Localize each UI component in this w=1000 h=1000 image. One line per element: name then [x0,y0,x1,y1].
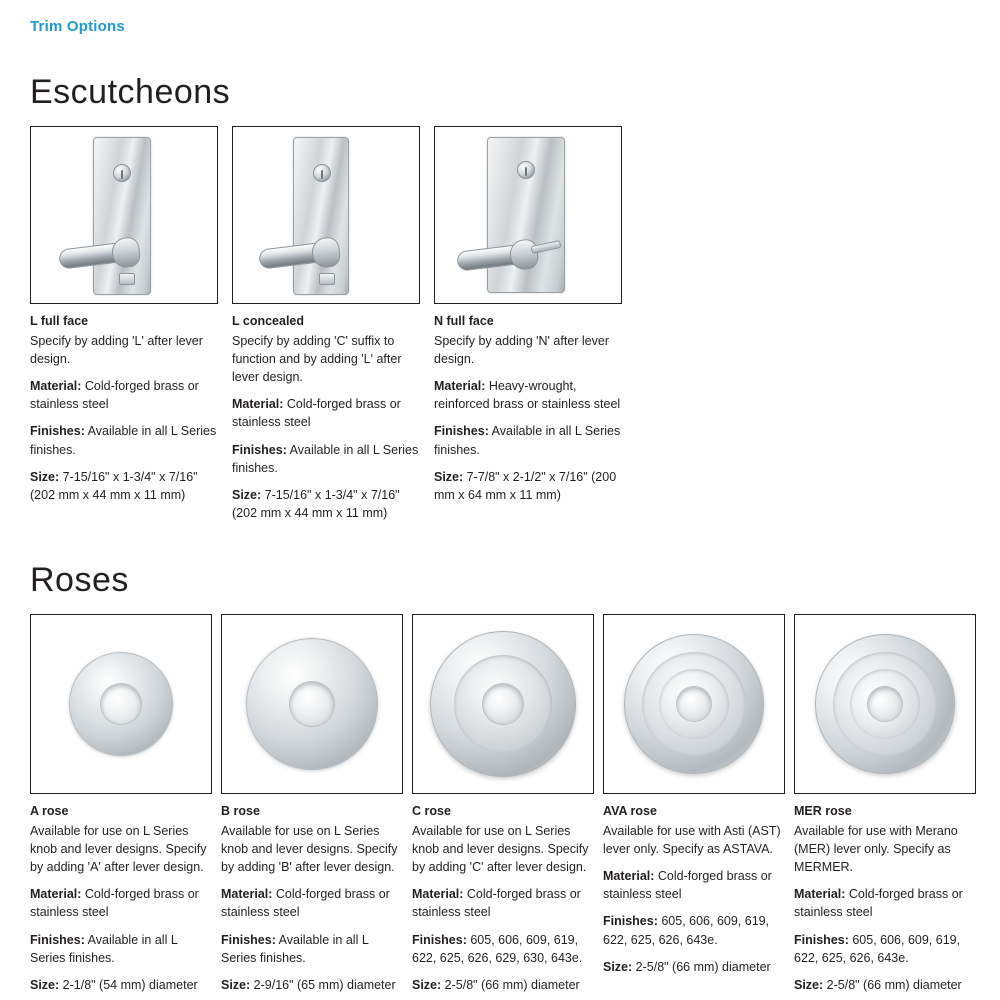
finishes-label: Finishes: [794,932,849,947]
size-value: 7-15/16" x 1-3/4" x 7/16" (202 mm x 44 mm x 11 mm) [232,487,400,520]
material-label: Material: [30,887,82,902]
rose-a-icon [69,652,173,756]
size-label: Size: [412,977,442,992]
section-title-escutcheons: Escutcheons [30,73,231,111]
thumbturn-icon [119,273,135,285]
material-label: Material: [434,379,486,394]
size-label: Size: [794,977,824,992]
rose-image-ava [603,614,785,794]
escutcheon-size [30,468,220,504]
escutcheon-desc: Specify by adding 'N' after lever design. [434,333,609,366]
escutcheon-name: L concealed [232,314,305,328]
rose-finishes [794,931,976,967]
rose-size [221,976,403,994]
material-value: Cold-forged brass or stainless steel [232,397,401,430]
material-label: Material: [30,379,82,394]
escutcheon-name: L full face [30,314,89,328]
material-value: Cold-forged brass or stainless steel [794,887,963,920]
rose-image-b [221,614,403,794]
size-value: 2-5/8" (66 mm) diameter [632,959,771,974]
rose-size [794,976,976,994]
finishes-label: Finishes: [30,424,85,439]
rose-material [221,885,403,921]
finishes-value: 605, 606, 609, 619, 622, 625, 626, 643e. [794,932,961,965]
rose-bore-icon [677,687,711,721]
rose-card-c [412,614,594,1000]
material-value: Cold-forged brass or stainless steel [412,887,581,920]
escutcheon-card-l-concealed [232,126,422,531]
finishes-label: Finishes: [221,932,276,947]
page-kicker: Trim Options [30,18,125,35]
size-value: 2-1/8" (54 mm) diameter [59,977,198,992]
escutcheon-plate-icon [93,137,151,295]
cylinder-icon [313,164,331,182]
rose-image-a [30,614,212,794]
thumbturn-icon [319,273,335,285]
rose-material [794,885,976,921]
finishes-label: Finishes: [232,442,287,457]
rose-desc: Available for use with Merano (MER) lever only. Specify as MERMER. [794,823,958,875]
rose-b-icon [246,638,378,770]
material-value: Heavy-wrought, reinforced brass or stainless steel [434,379,621,412]
escutcheon-image-l-concealed [232,126,420,304]
rose-card-b [221,614,403,1000]
size-value: 2-9/16" (65 mm) diameter [250,977,396,992]
rose-name: B rose [221,804,260,818]
rose-card-ava [603,614,785,1000]
rose-image-c [412,614,594,794]
cylinder-icon [113,164,131,182]
rose-desc: Available for use on L Series knob and lever designs. Specify by adding 'C' after lever design. [412,823,589,875]
rose-material [412,885,594,921]
rose-finishes [30,931,212,967]
escutcheon-image-n-full-face [434,126,622,304]
rose-name: AVA rose [603,804,657,818]
finishes-value: Available in all L Series finishes. [434,424,621,457]
section-title-roses: Roses [30,561,129,599]
escutcheon-image-l-full-face [30,126,218,304]
escutcheon-material [434,377,624,413]
rose-desc: Available for use on L Series knob and lever designs. Specify by adding 'A' after lever design. [30,823,207,875]
finishes-label: Finishes: [434,424,489,439]
finishes-value: 605, 606, 609, 619, 622, 625, 626, 643e. [603,914,770,947]
finishes-label: Finishes: [603,914,658,929]
escutcheon-size [434,468,624,504]
rose-finishes [221,931,403,967]
escutcheon-finishes [232,441,422,477]
rose-desc: Available for use on L Series knob and lever designs. Specify by adding 'B' after lever design. [221,823,398,875]
material-label: Material: [603,869,655,884]
size-label: Size: [603,959,633,974]
escutcheon-card-l-full-face [30,126,220,531]
rose-finishes [603,912,785,948]
material-label: Material: [794,887,846,902]
rose-ava-icon [624,634,764,774]
escutcheon-name: N full face [434,314,494,328]
rose-material [30,885,212,921]
size-label: Size: [434,469,464,484]
finishes-value: Available in all L Series finishes. [221,932,369,965]
material-label: Material: [412,887,464,902]
escutcheon-card-n-full-face [434,126,624,531]
size-label: Size: [30,977,60,992]
material-value: Cold-forged brass or stainless steel [30,379,199,412]
material-value: Cold-forged brass or stainless steel [30,887,199,920]
rose-finishes [412,931,594,967]
escutcheon-desc: Specify by adding 'C' suffix to function and by adding 'L' after lever design. [232,333,402,385]
material-label: Material: [232,397,284,412]
escutcheon-material [30,377,220,413]
escutcheon-finishes [30,422,220,458]
escutcheons-row [30,126,970,531]
size-value: 7-7/8" x 2-1/2" x 7/16" (200 mm x 64 mm x 11 mm) [434,469,617,502]
escutcheon-desc: Specify by adding 'L' after lever design. [30,333,203,366]
rose-image-mer [794,614,976,794]
rose-mer-icon [797,616,973,792]
rose-name: C rose [412,804,451,818]
roses-row [30,614,970,1000]
size-label: Size: [232,487,262,502]
rose-size [412,976,594,994]
rose-name: MER rose [794,804,852,818]
material-label: Material: [221,887,273,902]
finishes-value: Available in all L Series finishes. [30,932,178,965]
size-label: Size: [30,469,60,484]
rose-bore-icon [290,682,334,726]
material-value: Cold-forged brass or stainless steel [221,887,390,920]
rose-card-a [30,614,212,1000]
rose-card-mer [794,614,976,1000]
escutcheon-plate-icon [293,137,349,295]
rose-c-icon [430,631,576,777]
finishes-value: Available in all L Series finishes. [232,442,419,475]
cylinder-icon [517,161,535,179]
size-value: 2-5/8" (66 mm) diameter [823,977,962,992]
rose-bore-icon [483,684,523,724]
material-value: Cold-forged brass or stainless steel [603,869,772,902]
size-value: 2-5/8" (66 mm) diameter [441,977,580,992]
finishes-label: Finishes: [30,932,85,947]
size-label: Size: [221,977,251,992]
rose-bore-icon [101,684,141,724]
rose-desc: Available for use with Asti (AST) lever only. Specify as ASTAVA. [603,823,781,856]
finishes-label: Finishes: [412,932,467,947]
rose-size [30,976,212,994]
rose-size [603,958,785,976]
finishes-value: Available in all L Series finishes. [30,424,217,457]
rose-material [603,867,785,903]
size-value: 7-15/16" x 1-3/4" x 7/16" (202 mm x 44 mm x 11 mm) [30,469,198,502]
escutcheon-finishes [434,422,624,458]
escutcheon-size [232,486,422,522]
escutcheon-material [232,395,422,431]
finishes-value: 605, 606, 609, 619, 622, 625, 626, 629, 630, 643e. [412,932,583,965]
rose-name: A rose [30,804,69,818]
